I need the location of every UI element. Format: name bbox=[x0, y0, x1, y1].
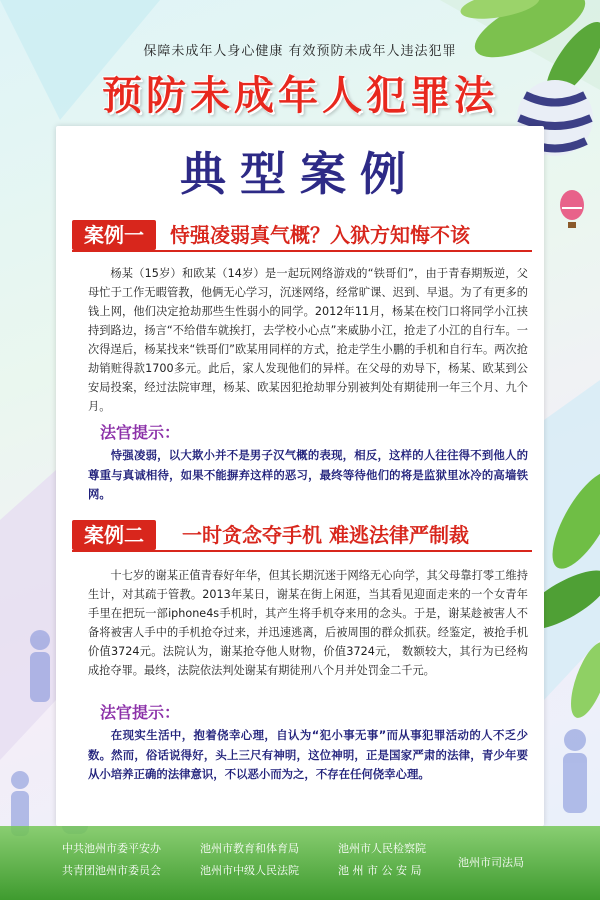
case1-body: 杨某（15岁）和欧某（14岁）是一起玩网络游戏的“铁哥们”，由于青春期叛逆，父母忙于工作无暇管教，他俩无心学习，沉迷网络，经常旷课、迟到、早退。为了有更多的钱上网，他们决定抢劫那些生性弱小的同学。2012年11月，杨某在校门口将同学小江挟持到路边，扬言“不给借车就挨打，去学校小心点”来威胁小江，抢走了小江的自行车。一次得逞后，杨某找来“铁哥们”欧某用同样的方式，抢走学生小鹏的手机和自行车。两次抢劫销赃得款1700多元。此后，家人发现他们的异样。在父母的劝导下，杨某、欧某到公安局投案，经过法院审理，杨某、欧某因犯抢劫罪分别被判处有期徒刑一年三个月、九个月。 bbox=[88, 267, 528, 413]
case1-tip-label: 法官提示： bbox=[100, 423, 181, 442]
case2-tag: 案例二 bbox=[72, 520, 156, 550]
case2-body: 十七岁的谢某正值青春好年华，但其长期沉迷于网络无心向学，其父母靠打零工维持生计，对其疏于管教。2013年某日，谢某在街上闲逛，当其看见迎面走来的一个女青年手里在把玩一部iphone4s手机时，其产生将手机夺来用的念头。于是，谢某趁被害人不备将被害人手中的手机抢夺过来，并迅速逃离，后被周围的群众抓获。经鉴定，被抢手机价值3724元。法院认为，谢某抢夺他人财物，价值3724元， 数额较大，其行为已经构成抢夺罪。最终，法院依法判处谢某有期徒刑八个月并处罚金二千元。 bbox=[88, 569, 528, 677]
case1-tip: 恃强凌弱，以大欺小并不是男子汉气概的表现，相反，这样的人往往得不到他人的尊重与真诚相待，如果不能摒弃这样的恶习，最终等待他们的将是监狱里冰冷的高墙铁网。 bbox=[88, 448, 528, 501]
footer bbox=[0, 826, 600, 900]
footer-org-3: 池州市人民检察院 bbox=[338, 842, 426, 855]
case1-title: 恃强凌弱真气概？入狱方知悔不该 bbox=[170, 223, 470, 247]
case2-header bbox=[72, 520, 542, 552]
footer-org-6: 池 州 市 公 安 局 bbox=[338, 864, 422, 877]
footer-org-4: 共青团池州市委员会 bbox=[62, 864, 161, 877]
footer-org-7: 池州市司法局 bbox=[458, 856, 524, 869]
case2-tip-label: 法官提示： bbox=[100, 703, 181, 722]
case1-header bbox=[72, 220, 542, 252]
case1-tag: 案例一 bbox=[72, 220, 156, 250]
footer-org-5: 池州市中级人民法院 bbox=[200, 864, 299, 877]
case2-tip: 在现实生活中，抱着侥幸心理，自认为“犯小事无事”而从事犯罪活动的人不乏少数。然而，俗话说得好，头上三尺有神明，这位神明，正是国家严肃的法律，青少年要从小培养正确的法律意识，不以恶小而为之，不存在任何侥幸心理。 bbox=[88, 728, 528, 781]
footer-org-1: 中共池州市委平安办 bbox=[62, 842, 161, 855]
panel-title: 典型案例 bbox=[180, 147, 420, 201]
case1-divider bbox=[72, 250, 532, 252]
footer-org-2: 池州市教育和体育局 bbox=[200, 842, 299, 855]
case2-title: 一时贪念夺手机 难逃法律严制裁 bbox=[182, 523, 469, 547]
hot-air-balloon-icon bbox=[560, 190, 584, 228]
case2-divider bbox=[72, 550, 532, 552]
slogan: 保障未成年人身心健康 有效预防未成年人违法犯罪 bbox=[143, 44, 457, 59]
main-title: 预防未成年人犯罪法 bbox=[102, 73, 498, 119]
